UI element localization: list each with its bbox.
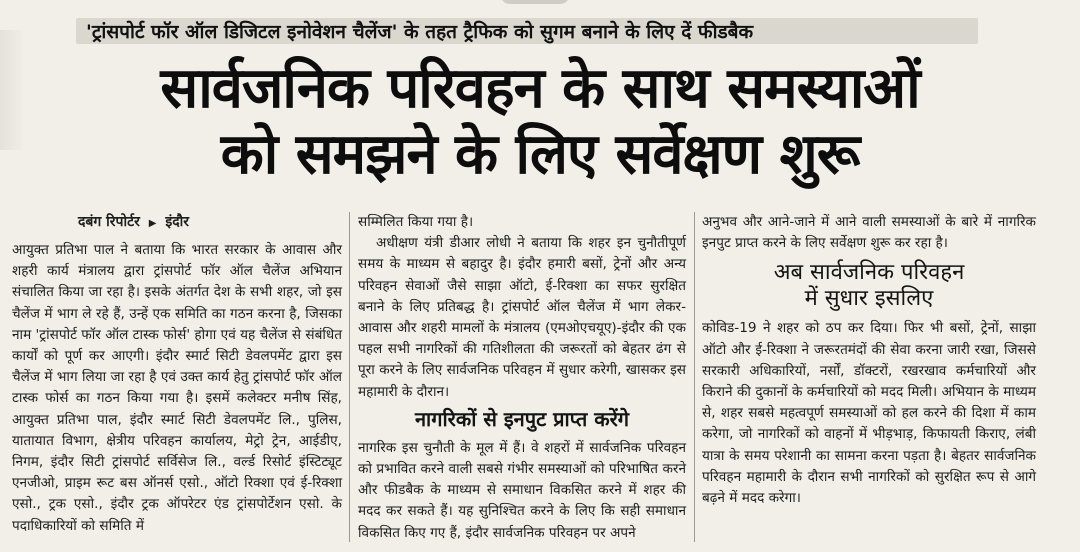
paragraph-3: नागरिक इस चुनौती के मूल में हैं। वे शहरों में सार्वजनिक परिवहन को प्रभावित करने वाली सबसे गंभीर समस्याओं को परिभाषित करने और फीडबैक के माध्यम से समाधान विकसित करने में शहर की मदद कर सकते हैं। यह सुनिश्चित करने के लिए कि सही समाधान विकसित किए गए हैं, इंदौर सार्वजनिक परिवहन पर अपने: [358, 439, 686, 541]
subhead-why-improve-line-2: में सुधार इसलिए: [804, 286, 934, 312]
article-column-1: [12, 212, 342, 537]
page-edge-shadow: [500, 0, 570, 4]
headline: [10, 56, 1070, 188]
column-divider-1: [349, 212, 350, 542]
paragraph-4: कोविड-19 ने शहर को ठप कर दिया। फिर भी बसों, ट्रेनों, साझा ऑटो और ई-रिक्शा ने जरूरतमंदों की सेवा करना जारी रखा, जिससे सरकारी अधिकारियों, नर्सों, डॉक्टरों, रखरखाव कर्मचारियों और किराने की दुकानों के कर्मचारियों को मदद मिली। अभियान के माध्यम से, शहर सबसे महत्वपूर्ण समस्याओं को हल करने की दिशा में काम करेगा, जो नागरिकों को वाहनों में भीड़भाड़, किफायती किराए, लंबी यात्रा के समय परेशानी का सामना करना पड़ता है। बेहतर सार्वजनिक परिवहन महामारी के दौरान सभी नागरिकों को सुरक्षित रूप से आगे बढ़ने में मदद करेगा।: [702, 320, 1036, 507]
paragraph-3-continuation: अनुभव और आने-जाने में आने वाली समस्याओं के बारे में नागरिक इनपुट प्राप्त करने के लिए सर्वेक्षण शुरू कर रहा है।: [702, 214, 1036, 252]
subhead-why-improve: [702, 260, 1036, 312]
byline-arrow-icon: ▶: [148, 218, 157, 229]
headline-line-2: को समझने के लिए सर्वेक्षण शुरू: [220, 122, 860, 187]
strapline-text: 'ट्रांसपोर्ट फॉर ऑल डिजिटल इनोवेशन चैलेंज' के तहत ट्रैफिक को सुगम बनाने के लिए दें फीडबैक: [86, 21, 754, 43]
headline-line-1: सार्वजनिक परिवहन के साथ समस्याओं: [160, 56, 920, 121]
paragraph-1: आयुक्त प्रतिभा पाल ने बताया कि भारत सरकार के आवास और शहरी कार्य मंत्रालय द्वारा ट्रांसपोर्ट फॉर ऑल चैलेंज अभियान संचालित किया जा रहा है। इसके अंतर्गत देश के सभी शहर, जो इस चैलेंज में भाग ले रहे हैं, उन्हें एक समिति का गठन करना है, जिसका नाम 'ट्रांसपोर्ट फॉर ऑल टास्क फोर्स' होगा एवं यह चैलेंज से संबंधित कार्यों को पूर्ण कर आएगी। इंदौर स्मार्ट सिटी डेवलपमेंट द्वारा इस चैलेंज में भाग लिया जा रहा है एवं उक्त कार्य हेतु ट्रांसपोर्ट फॉर ऑल टास्क फोर्स का गठन किया गया है। इसमें कलेक्टर मनीष सिंह, आयुक्त प्रतिभा पाल, इंदौर स्मार्ट सिटी डेवलपमेंट लि., पुलिस, यातायात विभाग, क्षेत्रीय परिवहन कार्यालय, मेट्रो ट्रेन, आईडीए, निगम, इंदौर सिटी ट्रांसपोर्ट सर्विसेज लि., वर्ल्ड रिसोर्ट इंस्टिट्यूट एनजीओ, प्राइम रूट बस ऑनर्स एसो., ऑटो रिक्शा एवं ई-रिक्शा एसो., ट्रक एसो., इंदौर ट्रक ऑपरेटर एंड ट्रांसपोर्टेशन एसो. के पदाधिकारियों को समिति में: [12, 242, 342, 534]
article-column-2: [358, 212, 686, 544]
paragraph-1-continuation: सम्मिलित किया गया है।: [358, 214, 474, 230]
subhead-why-improve-line-1: अब सार्वजनिक परिवहन: [773, 260, 965, 286]
strapline-banner: [76, 14, 978, 48]
byline-reporter: दबंग रिपोर्टर: [78, 214, 140, 230]
byline: [78, 212, 342, 234]
column-divider-2: [694, 212, 695, 542]
article-column-3: [702, 212, 1036, 509]
byline-city: इंदौर: [165, 214, 190, 230]
subhead-citizen-input: नागरिकों से इनपुट प्राप्त करेंगे: [414, 406, 630, 431]
paragraph-2: अधीक्षण यंत्री डीआर लोधी ने बताया कि शहर इन चुनौतीपूर्ण समय के माध्यम से बहादुर है। इंदौर हमारी बसों, ट्रेनों और अन्य परिवहन सेवाओं जैसे साझा ऑटो, ई-रिक्शा का सफर सुरक्षित बनाने के लिए प्रतिबद्ध है। ट्रांसपोर्ट ऑल चैलेंज में भाग लेकर-आवास और शहरी मामलों के मंत्रालय (एमओएचयूए)-इंदौर की एक पहल सभी नागरिकों की गतिशीलता की जरूरतों को बेहतर ढंग से पूरा करने के लिए सार्वजनिक परिवहन में सुधार करेगी, खासकर इस महामारी के दौरान।: [358, 235, 686, 400]
